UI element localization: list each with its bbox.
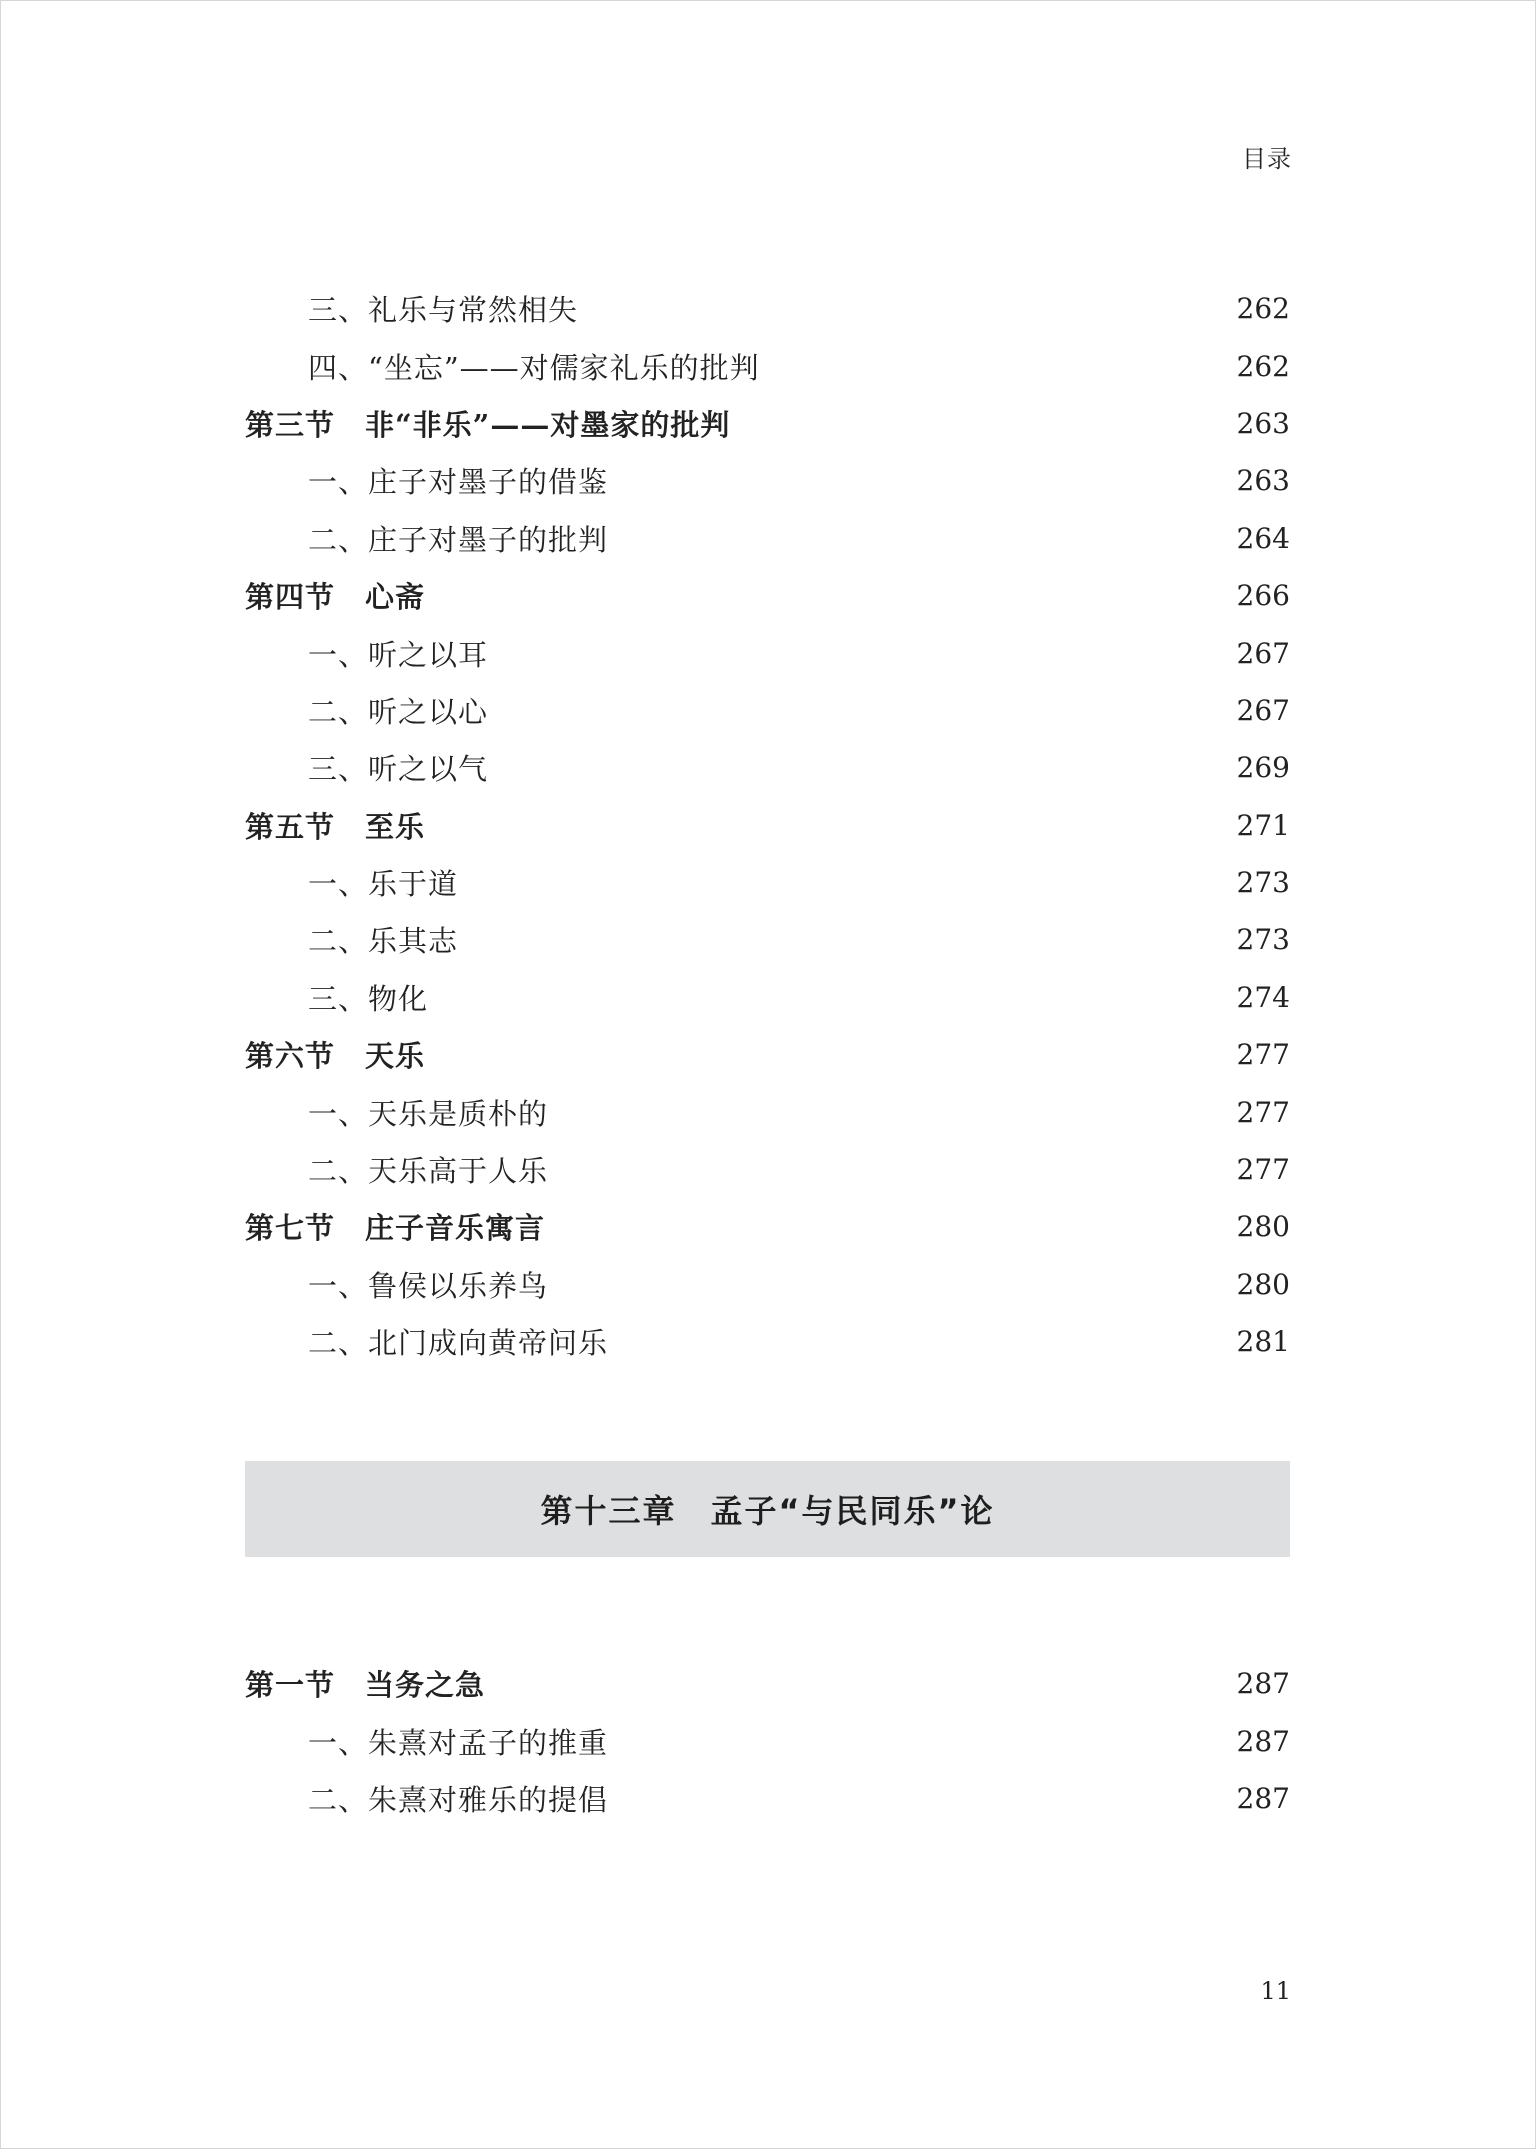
toc-entry-page: 267 (1236, 636, 1290, 670)
toc-entry-page: 269 (1236, 751, 1290, 785)
toc-subsection-row (245, 1141, 1290, 1198)
toc-entry-page: 280 (1236, 1267, 1290, 1301)
toc-section-row (245, 567, 1290, 624)
toc-entry-page: 277 (1236, 1153, 1290, 1187)
chapter-banner: 第十三章 孟子“与民同乐”论 (245, 1461, 1290, 1557)
toc-subsection-row (245, 1256, 1290, 1313)
toc-entry-label: 四、“坐忘”——对儒家礼乐的批判 (308, 350, 760, 385)
toc-section-row (245, 395, 1290, 452)
toc-section-row (245, 1198, 1290, 1255)
toc-entry-page: 273 (1236, 923, 1290, 957)
toc-entry-page: 267 (1236, 693, 1290, 727)
toc-entry-label: 第七节 庄子音乐寓言 (245, 1211, 546, 1246)
toc-subsection-row (245, 452, 1290, 509)
toc-entry-page: 264 (1236, 521, 1290, 555)
toc-subsection-row (245, 682, 1290, 739)
toc-entry-page: 287 (1236, 1781, 1290, 1815)
toc-entry-label: 一、鲁侯以乐养鸟 (308, 1268, 549, 1303)
toc-entry-label: 二、天乐高于人乐 (308, 1154, 549, 1189)
toc-subsection-row (245, 280, 1290, 337)
toc-entry-label: 二、庄子对墨子的批判 (308, 522, 609, 557)
toc-entry-page: 280 (1236, 1210, 1290, 1244)
toc-entry-page: 262 (1236, 349, 1290, 383)
toc-list-part1 (245, 280, 1290, 1370)
toc-entry-page: 277 (1236, 1095, 1290, 1129)
toc-entry-page: 273 (1236, 866, 1290, 900)
toc-entry-label: 一、天乐是质朴的 (308, 1096, 549, 1131)
toc-entry-page: 281 (1236, 1325, 1290, 1359)
toc-entry-label: 二、朱熹对雅乐的提倡 (308, 1782, 609, 1817)
toc-entry-label: 三、物化 (308, 981, 429, 1016)
toc-subsection-row (245, 510, 1290, 567)
toc-entry-label: 第五节 至乐 (245, 809, 426, 844)
toc-entry-page: 274 (1236, 980, 1290, 1014)
toc-entry-label: 二、北门成向黄帝问乐 (308, 1326, 609, 1361)
toc-entry-label: 三、礼乐与常然相失 (308, 293, 579, 328)
toc-entry-label: 第三节 非“非乐”——对墨家的批判 (245, 407, 731, 442)
toc-subsection-row (245, 337, 1290, 394)
toc-subsection-row (245, 739, 1290, 796)
toc-subsection-row (245, 1770, 1290, 1827)
toc-entry-label: 第四节 心斋 (245, 580, 426, 615)
toc-entry-page: 262 (1236, 292, 1290, 326)
toc-entry-label: 三、听之以气 (308, 752, 489, 787)
toc-entry-page: 287 (1236, 1667, 1290, 1701)
toc-entry-label: 一、乐于道 (308, 867, 459, 902)
toc-section-row (245, 1655, 1290, 1712)
toc-section-row (245, 797, 1290, 854)
toc-entry-page: 287 (1236, 1724, 1290, 1758)
toc-subsection-row (245, 969, 1290, 1026)
toc-entry-label: 一、朱熹对孟子的推重 (308, 1725, 609, 1760)
toc-list-part2 (245, 1655, 1290, 1827)
page-number: 11 (1260, 1977, 1291, 2005)
toc-entry-label: 一、听之以耳 (308, 637, 489, 672)
toc-entry-label: 第六节 天乐 (245, 1039, 426, 1074)
toc-subsection-row (245, 1712, 1290, 1769)
running-header: 目录 (1242, 145, 1292, 173)
toc-subsection-row (245, 854, 1290, 911)
toc-entry-label: 二、乐其志 (308, 924, 459, 959)
toc-entry-page: 263 (1236, 464, 1290, 498)
toc-entry-page: 277 (1236, 1038, 1290, 1072)
toc-entry-label: 第一节 当务之急 (245, 1668, 486, 1703)
toc-entry-page: 263 (1236, 406, 1290, 440)
toc-entry-label: 一、庄子对墨子的借鉴 (308, 465, 609, 500)
toc-section-row (245, 1026, 1290, 1083)
toc-subsection-row (245, 1083, 1290, 1140)
toc-subsection-row (245, 624, 1290, 681)
toc-entry-label: 二、听之以心 (308, 694, 489, 729)
toc-entry-page: 266 (1236, 579, 1290, 613)
toc-subsection-row (245, 1313, 1290, 1370)
toc-entry-page: 271 (1236, 808, 1290, 842)
toc-subsection-row (245, 911, 1290, 968)
